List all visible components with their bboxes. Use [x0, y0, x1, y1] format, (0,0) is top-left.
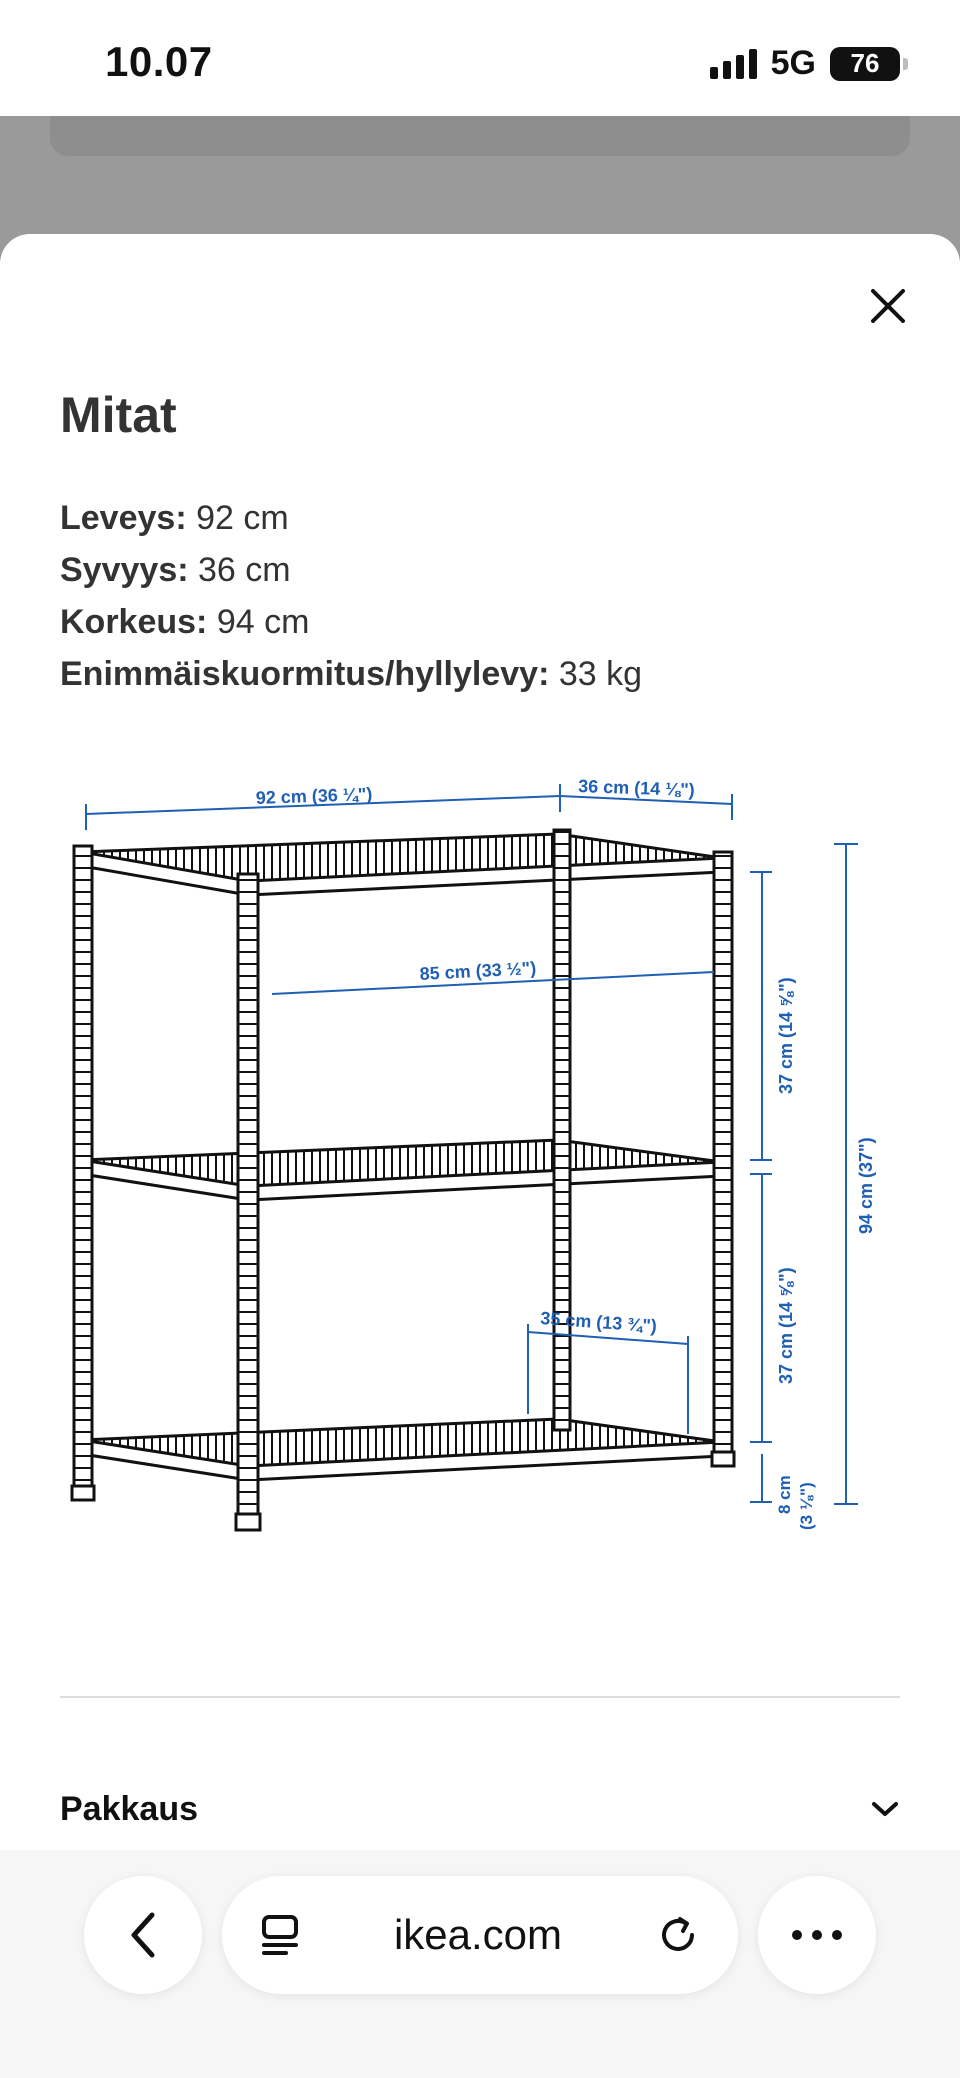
- packaging-label: Pakkaus: [60, 1789, 198, 1828]
- spec-label: Leveys:: [60, 499, 187, 537]
- background-card: [50, 116, 910, 156]
- dimension-inner-depth-label: 35 cm (13 ¾"): [539, 1308, 658, 1337]
- shelf-post-front-left: [236, 874, 260, 1530]
- chevron-down-icon: [870, 1799, 900, 1819]
- dimension-depth-label: 36 cm (14 ⅛"): [577, 776, 696, 801]
- spec-max-load: [60, 648, 642, 700]
- background-page: [0, 116, 960, 236]
- browser-toolbar: [0, 1850, 960, 2078]
- url-text: ikea.com: [393, 1911, 563, 1958]
- more-button[interactable]: [758, 1876, 876, 1994]
- dimension-total-height-label: 94 cm (37"): [856, 1137, 876, 1234]
- dimension-leg-height-label: 8 cm: [775, 1475, 794, 1514]
- spec-value: 94 cm: [207, 603, 310, 641]
- dimension-shelf-gap-bottom-label: 37 cm (14 ⅝"): [776, 1267, 796, 1384]
- spec-value: 33 kg: [549, 655, 643, 693]
- spec-height: [60, 596, 642, 648]
- dimensions-sheet: [0, 234, 960, 2078]
- shelf-post-back-left: [72, 846, 94, 1500]
- spec-list: [60, 492, 642, 700]
- dimension-leg-height-inch-label: (3 ⅛"): [797, 1482, 816, 1530]
- close-icon: [869, 287, 907, 325]
- packaging-accordion[interactable]: [60, 1774, 900, 1844]
- spec-value: 92 cm: [186, 499, 289, 537]
- address-bar[interactable]: [222, 1876, 738, 1994]
- dimension-inner-width-label: 85 cm (33 ½"): [419, 957, 537, 984]
- dimension-width-label: 92 cm (36 ¼"): [255, 783, 373, 808]
- shelf-post-back-right: [554, 830, 570, 1430]
- shelf-dimension-diagram: [60, 754, 900, 1644]
- signal-icon: [710, 49, 757, 79]
- dimension-shelf-gap-top-label: 37 cm (14 ⅝"): [776, 977, 796, 1094]
- status-time: 10.07: [105, 38, 213, 85]
- shelf-post-front-right: [712, 852, 734, 1466]
- status-bar: [0, 0, 960, 116]
- chevron-left-icon: [128, 1911, 158, 1959]
- spec-label: Syvyys:: [60, 551, 189, 589]
- spec-label: Enimmäiskuormitus/hyllylevy:: [60, 655, 550, 693]
- more-icon: [791, 1929, 843, 1941]
- spec-label: Korkeus:: [60, 603, 208, 641]
- spec-width: [60, 492, 642, 544]
- battery-level: 76: [850, 48, 880, 78]
- spec-depth: [60, 544, 642, 596]
- status-indicators: [710, 44, 900, 83]
- network-type: 5G: [770, 44, 816, 82]
- reader-icon[interactable]: [260, 1913, 300, 1957]
- sheet-title: Mitat: [60, 387, 177, 443]
- battery-icon: [830, 47, 900, 81]
- shelf-top: [82, 834, 722, 895]
- shelf-bottom: [82, 1419, 722, 1480]
- shelf-middle: [82, 1140, 722, 1200]
- back-button[interactable]: [84, 1876, 202, 1994]
- spec-value: 36 cm: [188, 551, 291, 589]
- section-divider: [60, 1696, 900, 1698]
- close-button[interactable]: [856, 274, 920, 338]
- reload-icon[interactable]: [656, 1913, 700, 1957]
